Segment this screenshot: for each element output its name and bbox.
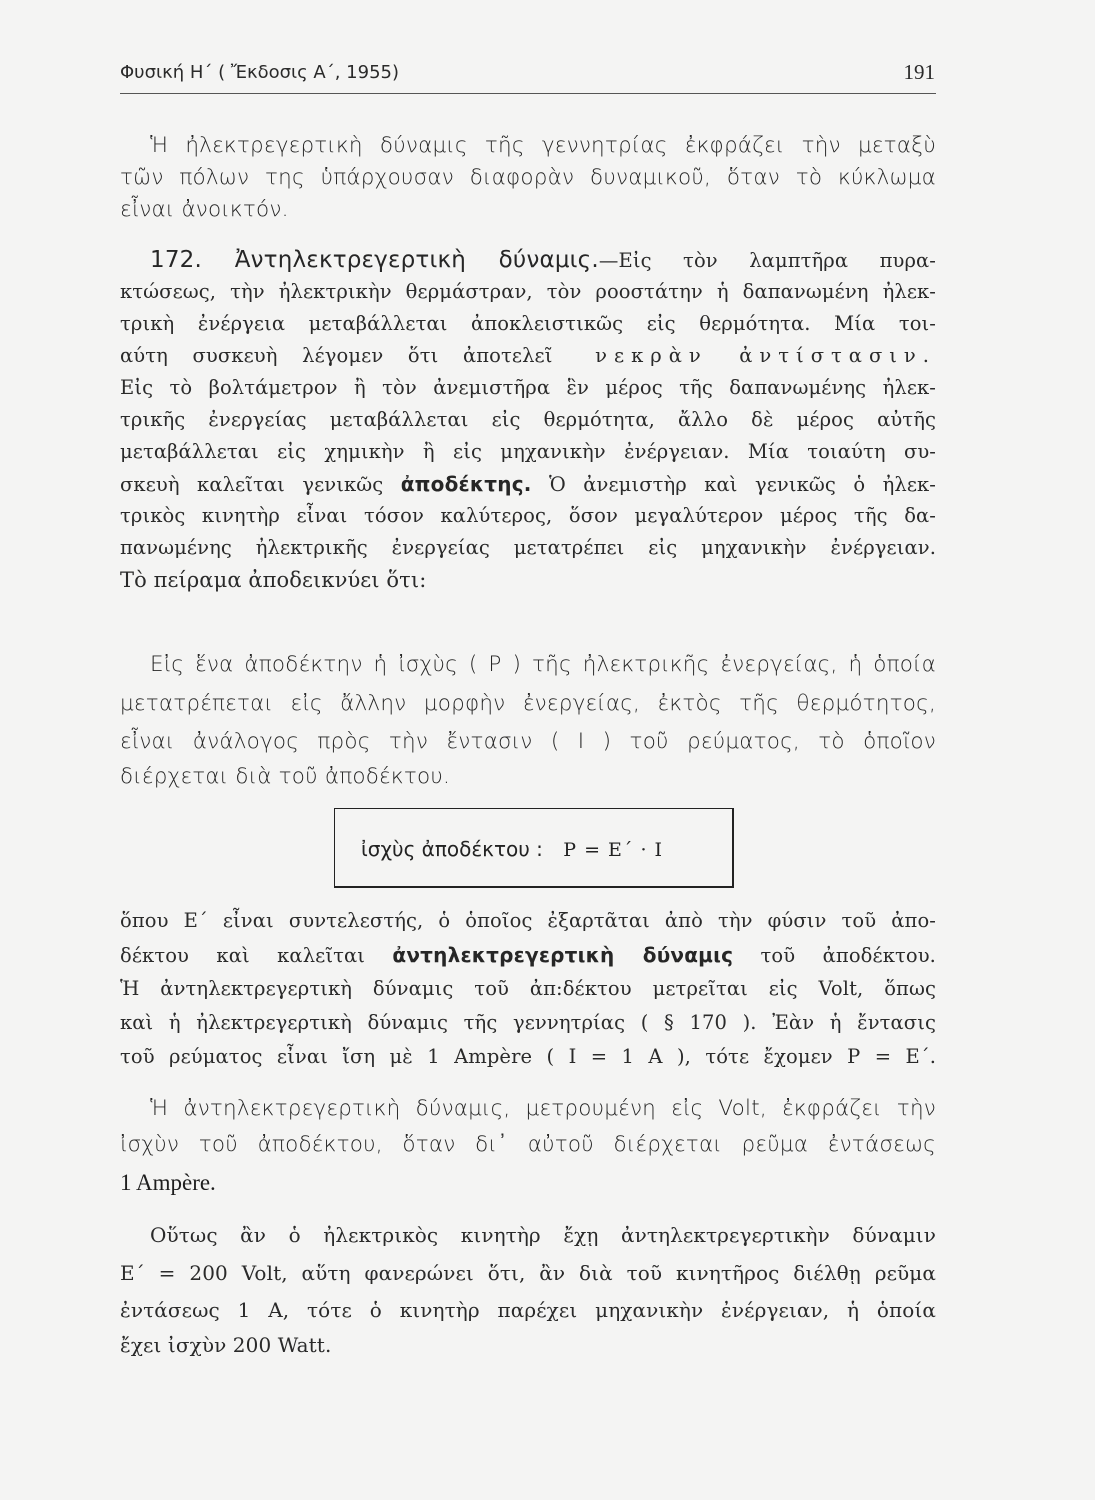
paragraph-line: Ἡ ἀντηλεκτρεγερτικὴ δύναμις τοῦ ἀπ:δέκτου μετρεῖται εἰς Volt, ὅπως xyxy=(120,977,936,1000)
paragraph-line: τρικῆς ἐνεργείας μεταβάλλεται εἰς θερμότητα, ἄλλο δὲ μέρος αὐτῆς xyxy=(120,408,936,431)
paragraph-line xyxy=(120,945,936,966)
paragraph-line xyxy=(120,346,936,366)
spaced-term: νεκρὰν ἀντίστασιν. xyxy=(595,344,936,367)
formula-equation: P = E΄ · I xyxy=(563,839,664,861)
law-line: εἶναι ἀνάλογος πρὸς τὴν ἔντασιν ( I ) τοῦ ρεύματος, τὸ ὁποῖον xyxy=(120,729,936,754)
paragraph-line: ὅπου E΄ εἶναι συντελεστής, ὁ ὁποῖος ἐξαρτᾶται ἀπὸ τὴν φύσιν τοῦ ἀπο- xyxy=(120,909,936,932)
header-rule xyxy=(120,93,936,94)
law-line: Εἰς ἕνα ἀποδέκτην ἡ ἰσχὺς ( P ) τῆς ἠλεκτρικῆς ἐνεργείας, ἡ ὁποία xyxy=(150,652,936,677)
example-line: E΄ = 200 Volt, αὕτη φανερώνει ὅτι, ἂν διὰ τοῦ κινητῆρος διέλθῃ ρεῦμα xyxy=(120,1261,936,1285)
formula xyxy=(361,837,663,861)
example-line: Οὕτως ἂν ὁ ἠλεκτρικὸς κινητὴρ ἔχῃ ἀντηλεκτρεγερτικὴν δύναμιν xyxy=(150,1223,936,1247)
section-heading: 172. Ἀντηλεκτρεγερτικὴ δύναμις. xyxy=(150,247,599,273)
paragraph-text: αύτη συσκευὴ λέγομεν ὅτι ἀποτελεῖ xyxy=(120,344,553,367)
paragraph-line xyxy=(120,474,936,495)
paragraph-line: τοῦ ρεύματος εἶναι ἴση μὲ 1 Ampère ( I = 1 A ), τότε ἔχομεν P = E΄. xyxy=(120,1045,936,1068)
definition-line: 1 Ampère. xyxy=(120,1170,216,1195)
paragraph-text: δέκτου καὶ καλεῖται xyxy=(120,944,365,967)
paragraph-line: καὶ ἡ ἠλεκτρεγερτικὴ δύναμις τῆς γεννητρίας ( § 170 ). Ἐὰν ἡ ἔντασις xyxy=(120,1011,936,1034)
formula-label: ἰσχὺς ἀποδέκτου : xyxy=(361,837,543,861)
bold-term: ἀντηλεκτρεγερτικὴ δύναμις xyxy=(392,943,734,967)
paragraph-line: Ἡ ἠλεκτρεγερτικὴ δύναμις τῆς γεννητρίας ἐκφράζει τὴν μεταξὺ xyxy=(150,133,936,158)
formula-box xyxy=(334,808,734,888)
paragraph-line: Εἰς τὸ βολτάμετρον ἢ τὸν ἀνεμιστῆρα ἓν μέρος τῆς δαπανωμένης ἠλεκ- xyxy=(120,376,936,399)
example-line: ἔχει ἰσχὺν 200 Watt. xyxy=(120,1333,332,1357)
page-number: 191 xyxy=(903,60,935,84)
paragraph-line: τρικὸς κινητὴρ εἶναι τόσον καλύτερος, ὅσον μεγαλύτερον μέρος τῆς δα- xyxy=(120,504,936,527)
law-line: μετατρέπεται εἰς ἄλλην μορφὴν ἐνεργείας, ἐκτὸς τῆς θερμότητος, xyxy=(120,691,936,716)
bold-term: ἀποδέκτης. xyxy=(400,472,532,496)
definition-line: Ἡ ἀντηλεκτρεγερτικὴ δύναμις, μετρουμένη εἰς Volt, ἐκφράζει τὴν xyxy=(150,1096,936,1121)
paragraph-line: μεταβάλλεται εἰς χημικὴν ἢ εἰς μηχανικὴν ἐνέργειαν. Μία τοιαύτη συ- xyxy=(120,440,936,463)
running-title: Φυσική Η΄ ( Ἔκδοσις Α΄, 1955) xyxy=(120,62,399,83)
paragraph-text: τοῦ ἀποδέκτου. xyxy=(760,944,936,967)
paragraph-text: σκευὴ καλεῖται γενικῶς xyxy=(120,473,384,496)
paragraph-line: πανωμένης ἠλεκτρικῆς ἐνεργείας μετατρέπει εἰς μηχανικὴν ἐνέργειαν. xyxy=(120,536,936,559)
section-heading-rest: —Εἰς τὸν λαμπτῆρα πυρα- xyxy=(598,249,936,272)
paragraph-text: Ὁ ἀνεμιστὴρ καὶ γενικῶς ὁ ἠλεκ- xyxy=(548,473,936,496)
definition-line: ἰσχὺν τοῦ ἀποδέκτου, ὅταν δι᾽ αὐτοῦ διέρχεται ρεῦμα ἐντάσεως xyxy=(120,1132,936,1157)
example-line: ἐντάσεως 1 A, τότε ὁ κινητὴρ παρέχει μηχανικὴν ἐνέργειαν, ἡ ὁποία xyxy=(120,1298,936,1322)
paragraph-line: τῶν πόλων της ὑπάρχουσαν διαφορὰν δυναμικοῦ, ὅταν τὸ κύκλωμα xyxy=(120,165,936,190)
section-heading-line xyxy=(120,249,936,272)
law-line: διέρχεται διὰ τοῦ ἀποδέκτου. xyxy=(120,764,451,789)
paragraph-line: κτώσεως, τὴν ἠλεκτρικὴν θερμάστραν, τὸν ροοστάτην ἡ δαπανωμένη ἠλεκ- xyxy=(120,280,936,303)
paragraph-line: Τὸ πείραμα ἀποδεικνύει ὅτι: xyxy=(120,568,427,592)
paragraph-line: εἶναι ἀνοικτόν. xyxy=(120,197,289,222)
paragraph-line: τρικὴ ἐνέργεια μεταβάλλεται ἀποκλειστικῶς εἰς θερμότητα. Μία τοι- xyxy=(120,312,936,335)
